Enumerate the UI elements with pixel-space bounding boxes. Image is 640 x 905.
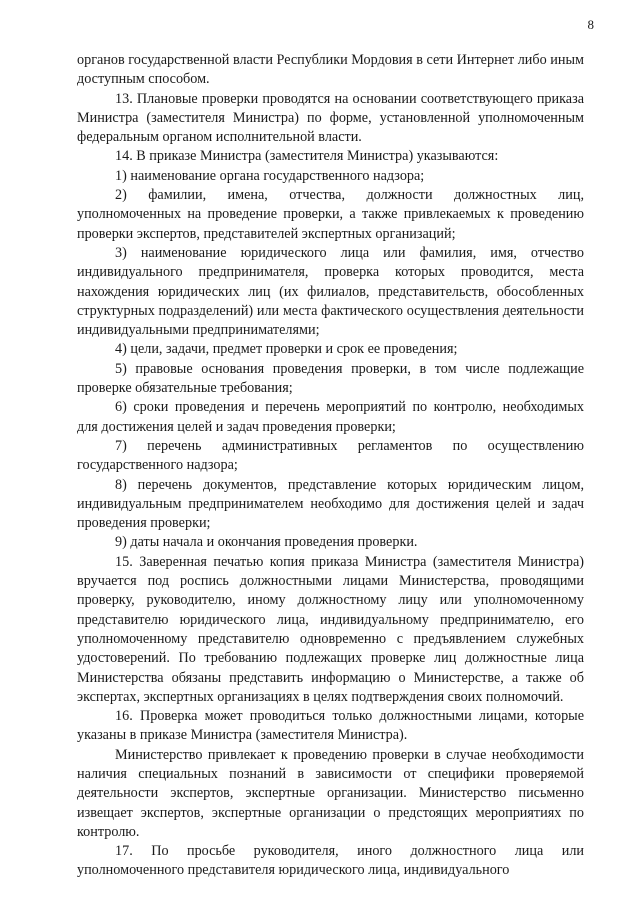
paragraph-14: 14. В приказе Министра (заместителя Министра) указываются:	[115, 148, 499, 165]
list-item-7: 7) перечень административных регламентов по осуществлению государственного надзора;	[77, 437, 584, 474]
paragraph-16: 16. Проверка может проводиться только должностными лицами, которые указаны в приказе Министра (заместителя Министра).	[77, 708, 584, 744]
list-item-1: 1) наименование органа государственного надзора;	[115, 167, 425, 184]
list-item-9: 9) даты начала и окончания проведения проверки.	[115, 534, 418, 551]
list-item-6: 6) сроки проведения и перечень мероприятий по контролю, необходимых для достижения целей и задач проведения проверки;	[77, 399, 584, 435]
page-number: 8	[587, 17, 594, 32]
list-item-5: 5) правовые основания проведения проверки, в том числе подлежащие проверке обязательные требования;	[77, 360, 584, 397]
paragraph-15: 15. Заверенная печатью копия приказа Министра (заместителя Министра) вручается под роспись должностными лицами Министерства, проводящими проверку, руководителю, иному должностному лицу или уполномоченному представителю юридического лица, индивидуальному предпринимателю, его уполномоченному представителю одновременно с предъявлением служебных удостоверений. По требованию подлежащих проверке лиц должностные лица Министерства обязаны представить информацию о Министерстве, а также об экспертах, экспертных организациях в целях подтверждения своих полномочий.	[77, 553, 584, 705]
list-item-2: 2) фамилии, имена, отчества, должности должностных лиц, уполномоченных на проведение проверки, а также привлекаемых к проведению проверки экспертов, представителей экспертных организаций;	[77, 187, 584, 242]
paragraph-13: 13. Плановые проверки проводятся на основании соответствующего приказа Министра (заместителя Министра) по форме, установленной уполномоченным федеральным органом исполнительной власти.	[77, 90, 584, 146]
list-item-8: 8) перечень документов, представление которых юридическим лицом, индивидуальным предпринимателем необходимо для достижения целей и задач проведения проверки;	[77, 476, 584, 532]
list-item-4: 4) цели, задачи, предмет проверки и срок ее проведения;	[115, 341, 458, 358]
list-item-3: 3) наименование юридического лица или фамилия, имя, отчество индивидуального предпринимателя, проверка которых проводится, места нахождения юридических лиц (их филиалов, представительств, обособленных структурных подразделений) или места фактического осуществления деятельности индивидуальными предпринимателями;	[77, 244, 584, 339]
paragraph-17: 17. По просьбе руководителя, иного должностного лица или уполномоченного представителя юридического лица, индивидуального	[77, 843, 584, 879]
paragraph-continuation: органов государственной власти Республики Мордовия в сети Интернет либо иным доступным способом.	[77, 52, 584, 88]
paragraph-16-continued: Министерство привлекает к проведению проверки в случае необходимости наличия специальных познаний в зависимости от специфики проверяемой деятельности экспертов, экспертные организации. Министерство письменно извещает экспертов, экспертные организации о предстоящих мероприятиях по контролю.	[77, 746, 584, 840]
document-body	[77, 51, 584, 881]
